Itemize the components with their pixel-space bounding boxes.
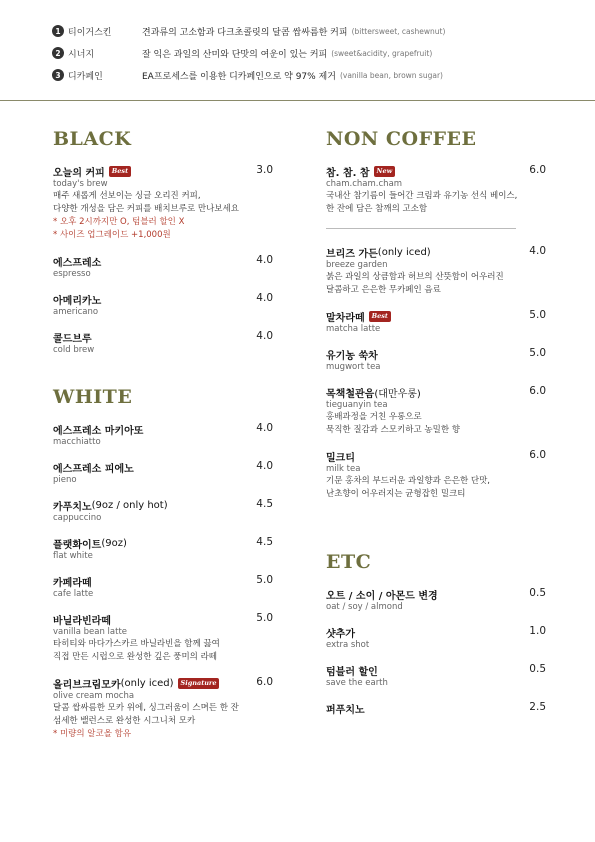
menu-item-note: * 미량의 알코올 함유 — [53, 729, 132, 739]
noncoffee-items-b — [326, 245, 546, 501]
menu-item-description: 직접 만든 시럽으로 완성한 깊은 풍미의 라떼 — [53, 652, 218, 662]
menu-item-header — [53, 612, 273, 626]
menu-item-name: 카푸치노 — [53, 501, 92, 513]
bean-row — [52, 20, 552, 42]
bean-note: (sweet&acidity, grapefruit) — [331, 48, 433, 58]
section-title-black: BLACK — [53, 128, 132, 150]
menu-item-price: 4.0 — [256, 254, 273, 266]
menu-item-header — [53, 254, 273, 268]
menu-item-badge: New — [374, 166, 396, 177]
menu-item-name: 플랫화이트 — [53, 539, 102, 551]
bean-name: 시너지 — [68, 49, 95, 60]
menu-item-name: 샷추가 — [326, 628, 355, 640]
menu-item-header — [53, 574, 273, 588]
menu-item — [53, 612, 273, 664]
right-column — [326, 128, 546, 727]
menu-item-price: 3.0 — [256, 164, 273, 176]
menu-item — [53, 460, 273, 486]
menu-item-english-name: pieno — [53, 475, 77, 485]
menu-item-name: 오늘의 커피 — [53, 167, 105, 179]
menu-item — [326, 164, 546, 216]
menu-item-english-name: macchiatto — [53, 437, 101, 447]
menu-item-note: * 오후 2시까지만 O, 텀블러 할인 X — [53, 217, 185, 227]
bean-row — [52, 42, 552, 64]
menu-item-header — [326, 663, 546, 677]
menu-item — [326, 245, 546, 297]
noncoffee-items-a — [326, 164, 546, 216]
menu-item-name: 밀크티 — [326, 452, 355, 464]
menu-item-price: 0.5 — [529, 663, 546, 675]
menu-item-option: (9oz / only hot) — [91, 499, 168, 511]
menu-item — [326, 625, 546, 651]
menu-item-description: 홍배과정을 거친 우롱으로 — [326, 412, 422, 422]
menu-item-price: 4.0 — [256, 460, 273, 472]
menu-item-price: 2.5 — [529, 701, 546, 713]
menu-item-price: 4.0 — [529, 245, 546, 257]
menu-item — [326, 449, 546, 501]
menu-item-description: 다양한 개성을 담은 커피를 배치브루로 만나보세요 — [53, 204, 239, 214]
menu-item — [326, 309, 546, 335]
menu-item-name: 에스프레소 — [53, 257, 102, 269]
menu-item-header — [326, 309, 546, 323]
bean-description: 견과류의 고소함과 다크초콜릿의 달콤 쌉싸름한 커피 — [142, 27, 348, 38]
menu-item-price: 4.5 — [256, 536, 273, 548]
white-items — [53, 422, 273, 741]
menu-item — [53, 164, 273, 242]
menu-item-name: 텀블러 할인 — [326, 666, 378, 678]
menu-item — [53, 422, 273, 448]
bean-number: 3 — [52, 69, 64, 81]
menu-item-description: 난초향이 어우러지는 균형잡힌 밀크티 — [326, 489, 466, 499]
menu-item — [53, 254, 273, 280]
menu-item-description: 붉은 과일의 상큼함과 허브의 산뜻함이 어우러진 — [326, 272, 504, 282]
menu-item — [53, 498, 273, 524]
menu-item-english-name: espresso — [53, 269, 91, 279]
menu-item-header — [53, 292, 273, 306]
etc-items — [326, 587, 546, 715]
menu-item-english-name: cold brew — [53, 345, 95, 355]
menu-item-name: 카페라떼 — [53, 577, 92, 589]
menu-item-name: 올리브크림모카 — [53, 679, 121, 691]
menu-item-description: 달콤하고 은은한 무카페인 음료 — [326, 285, 441, 295]
menu-item-description: 한 잔에 담은 참깨의 고소함 — [326, 204, 428, 214]
menu-item-price: 5.0 — [256, 574, 273, 586]
menu-item-header — [53, 422, 273, 436]
menu-item-english-name: olive cream mocha — [53, 691, 135, 701]
menu-item-price: 5.0 — [529, 309, 546, 321]
menu-item — [326, 385, 546, 437]
menu-item-description: 타히티와 마다가스카르 바닐라빈을 함께 끓여 — [53, 639, 220, 649]
menu-item-header — [326, 245, 546, 259]
menu-item — [326, 701, 546, 715]
menu-item — [53, 676, 273, 741]
menu-item-header — [53, 498, 273, 512]
menu-item-price: 4.0 — [256, 422, 273, 434]
menu-item-name: 브리즈 가든 — [326, 248, 378, 260]
menu-item-english-name: flat white — [53, 551, 93, 561]
bean-name: 티이거스킨 — [68, 27, 112, 38]
menu-item-name: 에스프레소 피에노 — [53, 463, 134, 475]
menu-item-header — [326, 164, 546, 178]
menu-item-english-name: cappuccino — [53, 513, 102, 523]
menu-item-header — [326, 347, 546, 361]
menu-item-english-name: tieguanyin tea — [326, 400, 388, 410]
menu-item-english-name: extra shot — [326, 640, 370, 650]
menu-item-name: 오트 / 소이 / 아몬드 변경 — [326, 590, 438, 602]
menu-item-header — [53, 676, 273, 690]
menu-item-english-name: americano — [53, 307, 99, 317]
menu-item-name: 콜드브루 — [53, 333, 92, 345]
menu-item-price: 0.5 — [529, 587, 546, 599]
menu-item-header — [326, 385, 546, 399]
menu-item-description: 묵직한 질감과 스모키하고 농밀한 향 — [326, 425, 460, 435]
bean-description: EA프로세스를 이용한 디카페인으로 약 97% 제거 — [142, 71, 336, 82]
menu-item-badge: Best — [369, 311, 391, 322]
menu-item-english-name: today's brew — [53, 179, 108, 189]
menu-item-header — [53, 330, 273, 344]
menu-item-price: 6.0 — [529, 385, 546, 397]
menu-item — [326, 587, 546, 613]
section-title-white: WHITE — [53, 386, 133, 408]
menu-item-option: (9oz) — [101, 537, 127, 549]
menu-item-english-name: breeze garden — [326, 260, 388, 270]
menu-item-header — [53, 460, 273, 474]
menu-item-header — [53, 536, 273, 550]
menu-item-price: 6.0 — [529, 164, 546, 176]
section-title-noncoffee: NON COFFEE — [326, 128, 477, 150]
menu-item-header — [326, 587, 546, 601]
menu-item-name: 참. 참. 참 — [326, 167, 370, 179]
bean-note: (vanilla bean, brown sugar) — [339, 70, 443, 80]
bean-name: 디카페인 — [68, 71, 103, 82]
menu-item-badge: Best — [109, 166, 131, 177]
menu-item-description: 섬세한 밸런스로 완성한 시그니처 모카 — [53, 716, 196, 726]
menu-item-header — [326, 625, 546, 639]
bean-row — [52, 64, 552, 86]
bean-description: 잘 익은 과일의 산미와 단맛의 여운이 있는 커피 — [142, 49, 328, 60]
menu-item-header — [326, 449, 546, 463]
bean-number: 2 — [52, 47, 64, 59]
menu-item-name: 목책철관음 — [326, 388, 375, 400]
menu-item-description: 달콤 쌉싸름한 모카 위에, 싱그러움이 스며든 한 잔 — [53, 703, 239, 713]
menu-item-name: 아메리카노 — [53, 295, 102, 307]
menu-item-header — [326, 701, 546, 715]
menu-item-description: 기문 홍차의 부드러운 과일향과 은은한 단맛, — [326, 476, 491, 486]
menu-item-description: 매주 새롭게 선보이는 싱글 오리진 커피, — [53, 191, 201, 201]
menu-item-english-name: oat / soy / almond — [326, 602, 403, 612]
section-divider — [326, 228, 516, 229]
menu-item-price: 5.0 — [256, 612, 273, 624]
menu-item-name: 유기농 쑥차 — [326, 350, 378, 362]
menu-item-english-name: cafe latte — [53, 589, 94, 599]
left-column — [53, 128, 273, 753]
menu-item-badge: Signature — [178, 678, 220, 689]
menu-item — [53, 330, 273, 356]
menu-item-description: 국내산 참기름이 들어간 크림과 유기농 선식 베이스, — [326, 191, 518, 201]
menu-item-english-name: milk tea — [326, 464, 361, 474]
menu-item — [53, 536, 273, 562]
section-title-etc: ETC — [326, 551, 372, 573]
menu-item-option: (대만우롱) — [374, 388, 421, 400]
menu-item-option: (only iced) — [377, 246, 431, 258]
black-items — [53, 164, 273, 356]
menu-item-price: 4.0 — [256, 292, 273, 304]
bean-number: 1 — [52, 25, 64, 37]
menu-item-price: 5.0 — [529, 347, 546, 359]
bean-note: (bittersweet, cashewnut) — [351, 26, 446, 36]
menu-item-english-name: cham.cham.cham — [326, 179, 403, 189]
menu-item — [53, 574, 273, 600]
menu-item-price: 4.0 — [256, 330, 273, 342]
menu-item-name: 에스프레소 마키아또 — [53, 425, 144, 437]
menu-item-header — [53, 164, 273, 178]
menu-item-price: 6.0 — [256, 676, 273, 688]
menu-item-english-name: matcha latte — [326, 324, 381, 334]
menu-item-name: 말차라떼 — [326, 312, 365, 324]
menu-item-english-name: save the earth — [326, 678, 388, 688]
menu-item-english-name: mugwort tea — [326, 362, 381, 372]
menu-item-price: 1.0 — [529, 625, 546, 637]
menu-item-note: * 사이즈 업그레이드 +1,000원 — [53, 230, 171, 240]
menu-item-name: 퍼푸치노 — [326, 704, 365, 716]
menu-item — [326, 663, 546, 689]
menu-item-price: 4.5 — [256, 498, 273, 510]
menu-item — [53, 292, 273, 318]
menu-item — [326, 347, 546, 373]
menu-item-name: 바닐라빈라떼 — [53, 615, 111, 627]
menu-item-price: 6.0 — [529, 449, 546, 461]
bean-list — [52, 20, 552, 86]
menu-item-option: (only iced) — [120, 677, 174, 689]
menu-item-english-name: vanilla bean latte — [53, 627, 128, 637]
header-divider — [0, 100, 595, 101]
